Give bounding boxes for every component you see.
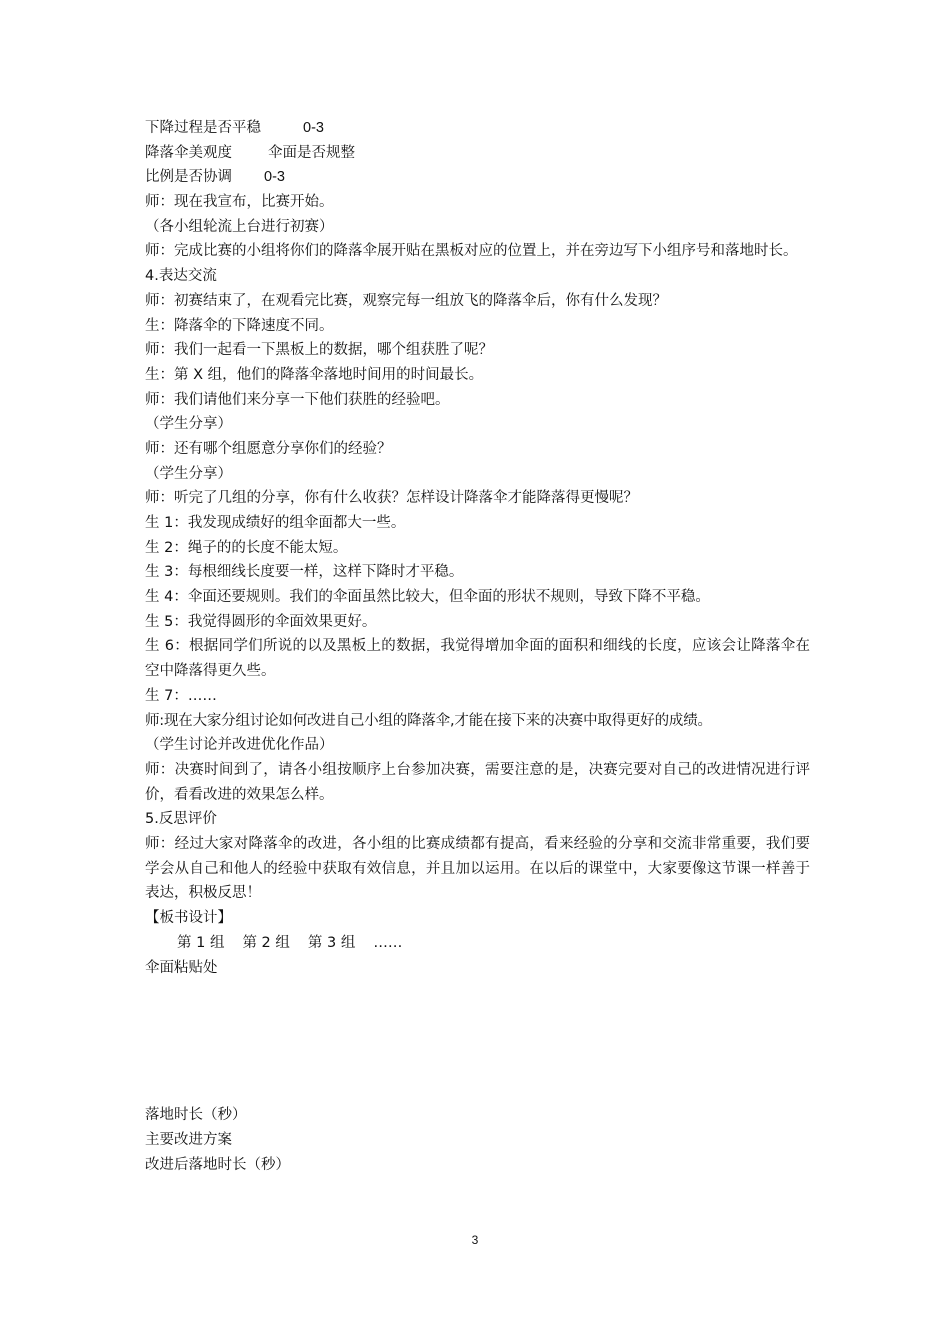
dialogue-line: 生 7：…… bbox=[145, 687, 217, 704]
dialogue-paragraph: 师：完成比赛的小组将你们的降落伞展开贴在黑板对应的位置上，并在旁边写下小组序号和落地时长。 bbox=[145, 243, 798, 260]
scoring-row-appearance bbox=[145, 141, 810, 166]
board-group-row bbox=[145, 931, 810, 956]
dialogue-paragraph: 师：决赛时间到了，请各小组按顺序上台参加决赛，需要注意的是，决赛完要对自己的改进情况进行评价，看看改进的效果怎么样。 bbox=[145, 761, 810, 803]
stage-direction: （学生分享） bbox=[145, 465, 232, 482]
board-row-label: 改进后落地时长（秒） bbox=[145, 1156, 290, 1173]
dialogue-line: 师：还有哪个组愿意分享你们的经验？ bbox=[145, 440, 392, 457]
dialogue-line: 生 2：绳子的的长度不能太短。 bbox=[145, 539, 348, 556]
dialogue-paragraph: 师：经过大家对降落伞的改进，各小组的比赛成绩都有提高，看来经验的分享和交流非常重要，我们要学会从自己和他人的经验中获取有效信息，并且加以运用。在以后的课堂中，大家要像这节课一样善于表达，积极反思！ bbox=[145, 836, 810, 902]
board-group-label: 第 1 组 bbox=[177, 934, 225, 951]
board-group-label: 第 2 组 bbox=[242, 934, 290, 951]
dialogue-line: 生 4：伞面还要规则。我们的伞面虽然比较大，但伞面的形状不规则，导致下降不平稳。 bbox=[145, 589, 710, 606]
dialogue-line: 生：降落伞的下降速度不同。 bbox=[145, 317, 334, 334]
board-umbrella-area-label: 伞面粘贴处 bbox=[145, 959, 218, 976]
scoring-label: 比例是否协调 bbox=[145, 169, 232, 186]
document-body bbox=[145, 116, 810, 1177]
section-heading: 4.表达交流 bbox=[145, 268, 217, 285]
board-row-label: 落地时长（秒） bbox=[145, 1107, 247, 1124]
dialogue-line: 师:现在大家分组讨论如何改进自己小组的降落伞,才能在接下来的决赛中取得更好的成绩。 bbox=[145, 712, 712, 729]
stage-direction: （学生讨论并改进优化作品） bbox=[145, 737, 334, 754]
stage-direction: （各小组轮流上台进行初赛） bbox=[145, 218, 334, 235]
board-blank-space bbox=[145, 980, 810, 1103]
board-group-label: 第 3 组 bbox=[307, 934, 356, 951]
dialogue-line: 生：第 X 组，他们的降落伞落地时间用的时间最长。 bbox=[145, 366, 484, 383]
section-heading: 5.反思评价 bbox=[145, 811, 217, 828]
scoring-row-proportion bbox=[145, 165, 810, 190]
dialogue-line: 生 3：每根细线长度要一样，这样下降时才平稳。 bbox=[145, 564, 464, 581]
dialogue-line: 生 5：我觉得圆形的伞面效果更好。 bbox=[145, 613, 377, 630]
board-group-label: …… bbox=[373, 934, 403, 951]
dialogue-line: 师：初赛结束了，在观看完比赛，观察完每一组放飞的降落伞后，你有什么发现？ bbox=[145, 292, 667, 309]
board-row-label: 主要改进方案 bbox=[145, 1131, 232, 1148]
dialogue-line: 师：我们请他们来分享一下他们获胜的经验吧。 bbox=[145, 391, 450, 408]
dialogue-line: 师：现在我宣布，比赛开始。 bbox=[145, 194, 334, 211]
dialogue-line: 师：我们一起看一下黑板上的数据，哪个组获胜了呢？ bbox=[145, 342, 493, 359]
scoring-score: 0-3 bbox=[264, 169, 285, 186]
scoring-label: 降落伞美观度 bbox=[145, 144, 232, 161]
scoring-row-stability bbox=[145, 116, 810, 141]
dialogue-line: 师：听完了几组的分享，你有什么收获？怎样设计降落伞才能降落得更慢呢？ bbox=[145, 490, 638, 507]
scoring-sub-criterion: 伞面是否规整 bbox=[268, 144, 355, 161]
dialogue-line: 生 1：我发现成绩好的组伞面都大一些。 bbox=[145, 515, 406, 532]
scoring-score: 0-3 bbox=[303, 120, 324, 136]
scoring-label: 下降过程是否平稳 bbox=[145, 120, 261, 136]
dialogue-paragraph: 生 6：根据同学们所说的以及黑板上的数据，我觉得增加伞面的面积和细线的长度，应该会让降落伞在空中降落得更久些。 bbox=[145, 638, 810, 680]
page-number: 3 bbox=[471, 1233, 479, 1247]
board-design-heading: 【板书设计】 bbox=[145, 910, 232, 927]
stage-direction: （学生分享） bbox=[145, 416, 232, 433]
